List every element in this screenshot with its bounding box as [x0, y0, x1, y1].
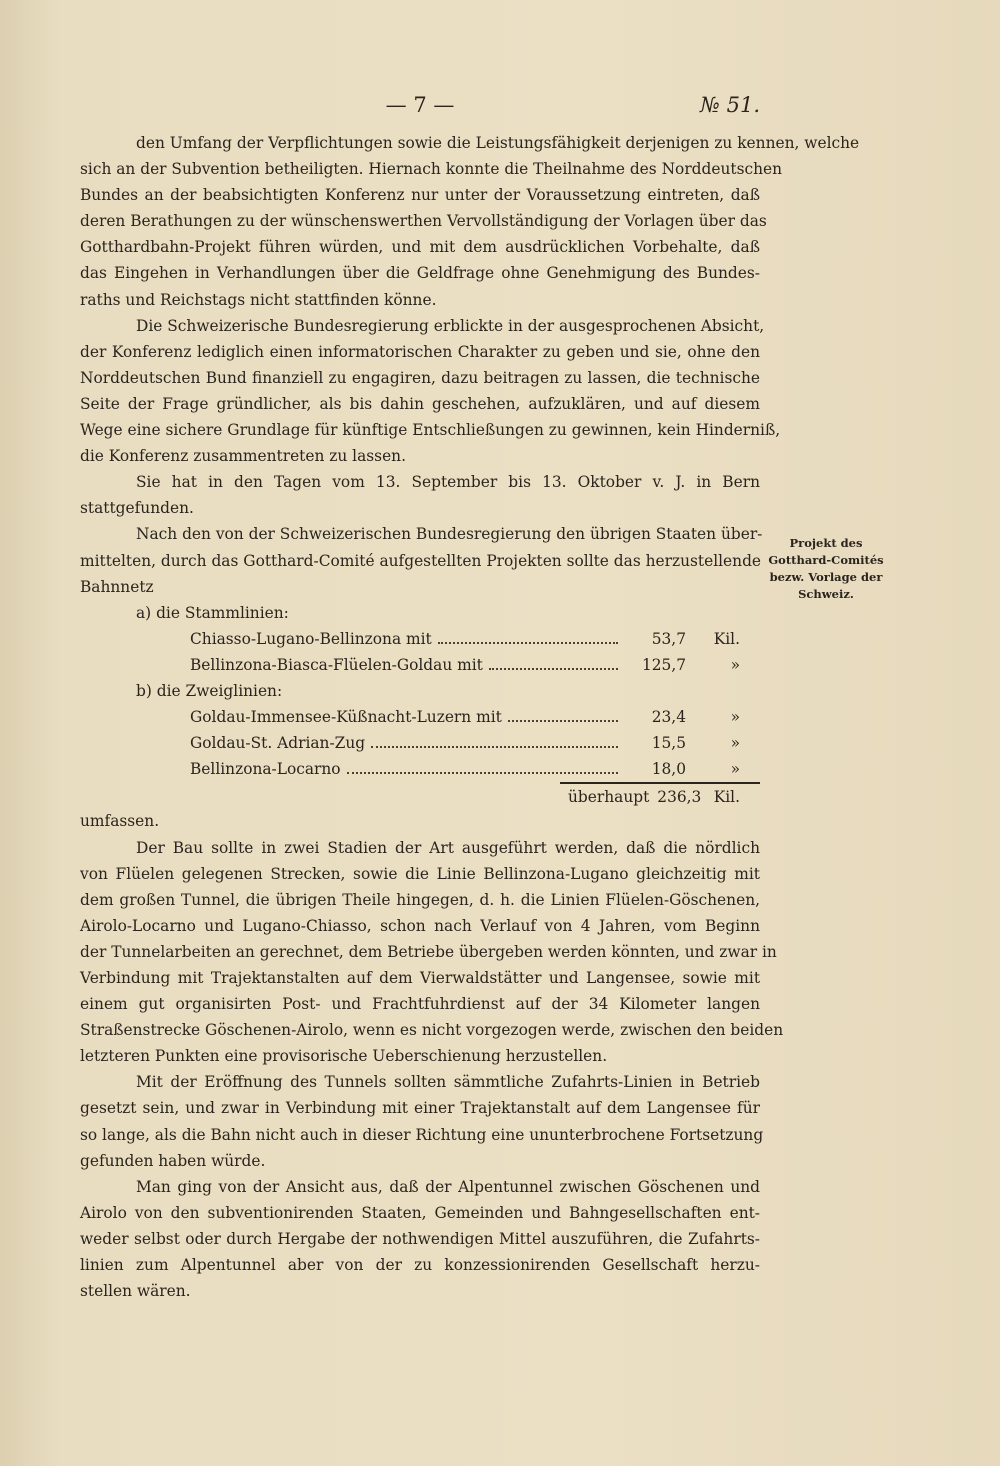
text-line: weder selbst oder durch Hergabe der nothwendigen Mittel auszuführen, die Zufahrts-: [80, 1229, 760, 1248]
route-name: Goldau-St. Adrian-Zug: [190, 734, 366, 753]
margin-note-line: Projekt des: [789, 536, 863, 550]
total-label: überhaupt: [568, 788, 650, 807]
text-line: Sie hat in den Tagen vom 13. September bis 13. Oktober v. J. in Bern: [136, 473, 760, 492]
text-line: stattgefunden.: [80, 499, 194, 518]
route-row: [80, 626, 760, 652]
text-line: von Flüelen gelegenen Strecken, sowie die Linie Bellinzona-Lugano gleichzeitig mit: [80, 864, 760, 883]
route-length: 53,7: [651, 629, 686, 648]
text-line: Man ging von der Ansicht aus, daß der Alpentunnel zwischen Göschenen und: [136, 1177, 760, 1196]
text-line: Verbindung mit Trajektanstalten auf dem Vierwaldstätter und Langensee, sowie mit: [80, 969, 760, 987]
text-line: Der Bau sollte in zwei Stadien der Art ausgeführt werden, daß die nördlich: [136, 838, 760, 857]
route-unit: »: [730, 734, 740, 753]
page-number: — 7 —: [385, 93, 455, 117]
route-length: 23,4: [651, 708, 686, 727]
document-number: № 51.: [700, 93, 760, 117]
route-length: 15,5: [651, 734, 686, 753]
dot-leader: [371, 746, 618, 748]
text-line: umfassen.: [80, 812, 160, 831]
text-line: Bundes an der beabsichtigten Konferenz nur unter der Voraussetzung eintreten, daß: [80, 186, 760, 205]
route-unit: Kil.: [713, 629, 740, 648]
total-box: [560, 782, 760, 808]
dot-leader: [489, 668, 618, 670]
total-length: 236,3: [657, 788, 702, 807]
route-unit: »: [730, 760, 740, 779]
text-line: sich an der Subvention betheiligten. Hiernach konnte die Theilnahme des Norddeutschen: [80, 160, 783, 179]
text-line: gesetzt sein, und zwar in Verbindung mit einer Trajektanstalt auf dem Langensee für: [80, 1099, 760, 1118]
text-line: Norddeutschen Bund finanziell zu engagiren, dazu beitragen zu lassen, die technische: [80, 368, 760, 387]
margin-note-line: Gotthard-Comités: [768, 553, 884, 567]
route-name: Bellinzona-Biasca-Flüelen-Goldau mit: [190, 655, 483, 674]
text-line: Straßenstrecke Göschenen-Airolo, wenn es nicht vorgezogen werde, zwischen den beiden: [80, 1021, 784, 1040]
list-group-label: a) die Stammlinien:: [136, 603, 289, 622]
text-line: dem großen Tunnel, die übrigen Theile hingegen, d. h. die Linien Flüelen-Göschenen,: [80, 890, 760, 909]
text-line: mittelten, durch das Gotthard-Comité aufgestellten Projekten sollte das herzustellende: [80, 551, 762, 570]
text-line: der Tunnelarbeiten an gerechnet, dem Betriebe übergeben werden könnten, und zwar in: [80, 942, 777, 961]
route-unit: »: [730, 708, 740, 727]
list-group-label: b) die Zweiglinien:: [136, 681, 283, 700]
route-name: Chiasso-Lugano-Bellinzona mit: [190, 629, 432, 648]
text-line: raths und Reichstags nicht stattfinden könne.: [80, 290, 437, 309]
text-line: stellen wären.: [80, 1282, 191, 1301]
dot-leader: [347, 772, 618, 774]
page-header: [80, 93, 760, 123]
route-length: 125,7: [641, 655, 686, 674]
text-line: Wege eine sichere Grundlage für künftige Entschließungen zu gewinnen, kein Hinderniß,: [80, 421, 781, 440]
route-row: [80, 652, 760, 678]
text-line: Gotthardbahn-Projekt führen würden, und mit dem ausdrücklichen Vorbehalte, daß: [80, 238, 760, 257]
route-row: [80, 730, 760, 756]
text-line: Nach den von der Schweizerischen Bundesregierung den übrigen Staaten über-: [136, 525, 763, 544]
route-row: [80, 704, 760, 730]
text-line: so lange, als die Bahn nicht auch in dieser Richtung eine ununterbrochene Fortsetzung: [80, 1125, 764, 1144]
text-line: einem gut organisirten Post- und Frachtfuhrdienst auf der 34 Kilometer langen: [80, 995, 760, 1014]
text-line: Die Schweizerische Bundesregierung erblickte in der ausgesprochenen Absicht,: [136, 316, 765, 335]
dot-leader: [508, 720, 618, 722]
text-line: deren Berathungen zu der wünschenswerthen Vervollständigung der Vorlagen über das: [80, 212, 767, 231]
text-line: das Eingehen in Verhandlungen über die Geldfrage ohne Genehmigung des Bundes-: [80, 264, 760, 283]
text-line: letzteren Punkten eine provisorische Ueberschienung herzustellen.: [80, 1047, 608, 1066]
text-line: Airolo von den subventionirenden Staaten, Gemeinden und Bahngesellschaften ent-: [80, 1203, 760, 1222]
route-row: [80, 756, 760, 782]
total-unit: Kil.: [713, 788, 740, 807]
text-line: Seite der Frage gründlicher, als bis dahin geschehen, aufzuklären, und auf diesem: [80, 394, 760, 413]
text-line: der Konferenz lediglich einen informatorischen Charakter zu geben und sie, ohne den: [80, 342, 760, 361]
margin-note-line: bezw. Vorlage der: [769, 570, 883, 584]
text-line: Bahnnetz: [80, 577, 154, 596]
route-length: 18,0: [651, 760, 686, 779]
route-name: Bellinzona-Locarno: [190, 760, 341, 779]
text-line: gefunden haben würde.: [80, 1151, 266, 1170]
route-name: Goldau-Immensee-Küßnacht-Luzern mit: [190, 708, 502, 727]
text-line: den Umfang der Verpflichtungen sowie die Leistungsfähigkeit derjenigen zu kennen, welche: [136, 134, 860, 152]
margin-note-line: Schweiz.: [798, 587, 854, 601]
margin-note: [768, 535, 884, 603]
text-line: Mit der Eröffnung des Tunnels sollten sämmtliche Zufahrts-Linien in Betrieb: [136, 1073, 760, 1092]
text-line: Airolo-Locarno und Lugano-Chiasso, schon nach Verlauf von 4 Jahren, vom Beginn: [80, 916, 760, 935]
text-line: die Konferenz zusammentreten zu lassen.: [80, 447, 406, 466]
route-unit: »: [730, 655, 740, 674]
dot-leader: [438, 642, 618, 644]
total-row: [80, 782, 760, 808]
text-line: linien zum Alpentunnel aber von der zu konzessionirenden Gesellschaft herzu-: [80, 1256, 760, 1275]
